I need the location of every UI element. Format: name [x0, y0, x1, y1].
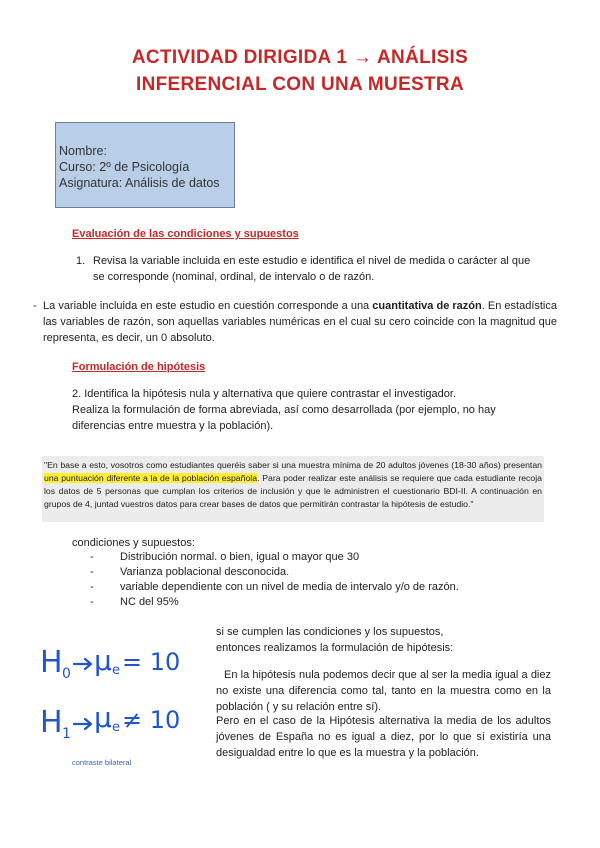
question-1-number: 1.	[76, 255, 86, 267]
answer-1	[33, 298, 557, 346]
h1-relation: ≠ 10	[122, 706, 181, 734]
answer-1-post: . En estadística las variables de razón, son aquellas variables numéricas en el cual su cero coincide con la magnitud que representa, es decir, un 0 absoluto.	[43, 300, 557, 344]
condition-item: - NC del 95%	[90, 595, 530, 610]
student-info-box	[55, 122, 235, 208]
question-1-text: Revisa la variable incluida en este estudio e identifica el nivel de medida o carácter al que se corresponde (nominal, ordinal, de intervalo o de razón.	[93, 255, 531, 283]
h0-relation: = 10	[122, 648, 181, 676]
hypotheses-intro: si se cumplen las condiciones y los supuestos, entonces realizamos la formulación de hipótesis:	[216, 626, 454, 654]
h0-label: H	[40, 645, 63, 680]
h0-mu: μ	[94, 644, 112, 677]
h1-mu-subscript: e	[112, 720, 120, 735]
question-1	[76, 253, 536, 285]
arrow-icon	[74, 659, 91, 669]
h0-subscript: 0	[62, 666, 71, 682]
question-2-line-2: Realiza la formulación de forma abreviada, así como desarrollada (por ejemplo, no hay diferencias entre muestra y la población).	[72, 404, 496, 432]
answer-1-bold: cuantitativa de razón	[372, 300, 482, 312]
title-line-1: ACTIVIDAD DIRIGIDA 1 → ANÁLISIS	[131, 47, 469, 68]
condition-item: - variable dependiente con un nivel de media de intervalo y/o de razón.	[90, 580, 530, 595]
bilateral-note: contraste bilateral	[72, 758, 132, 767]
condition-item: - Varianza poblacional desconocida.	[90, 565, 530, 580]
arrow-icon	[74, 719, 91, 729]
condition-item: - Distribución normal. o bien, igual o mayor que 30	[90, 550, 530, 565]
quote-pre: "En base a esto, vosotros como estudiantes queréis saber si una muestra mínima de 20 adultos jóvenes (18-30 años) presentan	[44, 460, 542, 470]
h1-label: H	[40, 705, 63, 740]
info-asignatura: Asignatura: Análisis de datos	[59, 176, 220, 190]
section-heading-conditions: Evaluación de las condiciones y supuestos	[72, 228, 299, 240]
conditions-list	[90, 550, 530, 610]
quote-highlight: una puntuación diferente a la de la población española	[44, 473, 258, 483]
answer-1-paragraph	[43, 298, 557, 346]
quote-box	[42, 456, 544, 522]
handwritten-hypotheses	[30, 630, 200, 750]
h0-explanation: En la hipótesis nula podemos decir que al ser la media igual a diez no existe una diferencia como tal, tanto en la muestra como en la población ( y su relación entre sí).	[216, 669, 551, 713]
info-curso: Curso: 2º de Psicología	[59, 160, 190, 174]
answer-1-dash: -	[33, 300, 37, 312]
h0-mu-subscript: e	[112, 663, 120, 678]
question-2-line-1: 2. Identifica la hipótesis nula y alternativa que quiere contrastar el investigador.	[72, 388, 457, 400]
h1-mu: μ	[94, 701, 112, 734]
question-2	[72, 386, 532, 434]
answer-1-pre: La variable incluida en este estudio en cuestión corresponde a una	[43, 300, 373, 312]
info-nombre: Nombre:	[59, 144, 107, 158]
title-line-2: INFERENCIAL CON UNA MUESTRA	[136, 74, 464, 95]
page-title	[0, 44, 600, 98]
h1-explanation: Pero en el caso de la Hipótesis alternativa la media de los adultos jóvenes de España no es igual a diez, por lo que sí existiría una desigualdad entre lo que es la muestra y la población.	[216, 715, 551, 759]
conditions-heading: condiciones y supuestos:	[72, 537, 195, 549]
section-heading-hypotheses: Formulación de hipótesis	[72, 361, 206, 373]
h1-subscript: 1	[62, 726, 71, 742]
quote-post: . Para poder realizar este análisis se requiere que cada estudiante recoja los datos de 5 personas que cumplan los criterios de inclusión y que le administren el cuestionario BDI-II. A continuación en grupos de 4, juntad vuestros datos para crear bases de datos que permitirán contrastar la hipótesis de estudio."	[44, 473, 542, 509]
